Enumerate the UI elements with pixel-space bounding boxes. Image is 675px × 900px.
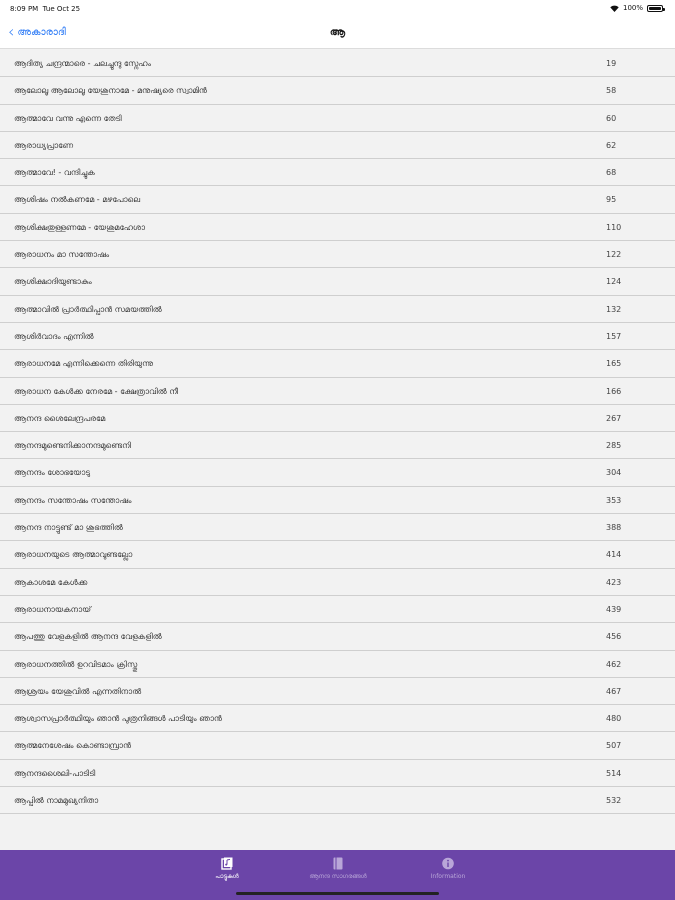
status-bar <box>0 0 675 18</box>
list-item[interactable] <box>0 159 675 186</box>
song-title: ആനന്ദശൈലി-പാടിടി <box>14 768 96 778</box>
back-label: അകാരാദി <box>17 26 66 38</box>
song-title: ആരാധനത്തിൽ ഉറവിടമാം ക്രിസ്തു <box>14 659 138 669</box>
list-item[interactable] <box>0 651 675 678</box>
song-page-number: 122 <box>606 250 622 260</box>
wifi-icon <box>610 5 619 12</box>
list-item[interactable] <box>0 268 675 295</box>
list-item[interactable] <box>0 732 675 759</box>
song-page-number: 132 <box>606 304 622 314</box>
song-title: ആരാധനായകനായ് <box>14 604 92 614</box>
tab-information-label: Information <box>430 873 466 880</box>
book-icon <box>332 857 344 870</box>
list-item[interactable] <box>0 350 675 377</box>
song-page-number: 304 <box>606 468 622 478</box>
song-page-number: 19 <box>606 59 617 68</box>
song-title: ആശിക്ഷതുള്ളണമേ - യേശുമഹേശാ <box>14 222 146 232</box>
list-item[interactable] <box>0 541 675 568</box>
list-item[interactable] <box>0 132 675 159</box>
home-indicator <box>236 892 439 895</box>
list-item[interactable] <box>0 323 675 350</box>
status-right <box>610 4 663 12</box>
tab-songs[interactable] <box>177 857 277 881</box>
song-title: ആശിർവാദം എന്നിൽ <box>14 331 94 341</box>
song-title: ആരാധന കേൾക്ക നേരമേ - ക്ഷേത്രാവിൽ നീ <box>14 386 179 396</box>
songs-icon <box>221 857 233 870</box>
navigation-bar <box>0 18 675 49</box>
song-page-number: 124 <box>606 277 622 287</box>
song-page-number: 423 <box>606 577 622 587</box>
song-page-number: 439 <box>606 604 622 614</box>
list-item[interactable] <box>0 214 675 241</box>
song-page-number: 95 <box>606 195 617 205</box>
song-page-number: 267 <box>606 413 622 423</box>
battery-icon <box>647 5 663 12</box>
song-title: ആരാധനമേ എന്നിക്കെന്നെ തിരിയുന്നു <box>14 359 153 369</box>
song-page-number: 462 <box>606 659 622 669</box>
song-title: ആശിക്ഷാദിയുണ്ടാകും <box>14 277 92 287</box>
song-title: ആനന്ദ ശൈലേന്ദ്രപരമേ <box>14 413 106 423</box>
list-item[interactable] <box>0 569 675 596</box>
song-title: ആപ്പിൽ നാമമുഖ്യനിതാ <box>14 796 99 806</box>
song-title: ആരാധനയുടെ ആത്മാവുണ്ടല്ലോ <box>14 550 133 560</box>
song-title: ആത്മാവേ! - വന്ദിച്ചുക <box>14 168 95 178</box>
song-list <box>0 50 675 814</box>
song-page-number: 58 <box>606 86 617 96</box>
list-item[interactable] <box>0 77 675 104</box>
list-item[interactable] <box>0 241 675 268</box>
status-time: 8:09 PM Tue Oct 25 <box>10 5 81 13</box>
song-page-number: 456 <box>606 632 622 642</box>
list-item[interactable] <box>0 186 675 213</box>
list-item[interactable] <box>0 514 675 541</box>
list-item[interactable] <box>0 787 675 814</box>
song-title: ആരാധനം മാ സന്തോഷം <box>14 250 110 260</box>
song-title: ആപത്തു വേളകളിൽ ആനന്ദ വേളകളിൽ <box>14 632 162 642</box>
song-title: ആരാധ്യപ്രാണേ <box>14 140 74 150</box>
tab-collections-label: ആനന്ദ സാഗരങ്ങൾ <box>309 873 367 880</box>
song-page-number: 514 <box>606 768 622 778</box>
song-page-number: 110 <box>606 222 622 232</box>
list-item[interactable] <box>0 459 675 486</box>
song-title: ആനന്ദം ശോഭയോടു <box>14 468 90 478</box>
song-page-number: 507 <box>606 741 622 751</box>
song-page-number: 166 <box>606 386 622 396</box>
song-page-number: 165 <box>606 359 622 369</box>
song-page-number: 60 <box>606 113 617 123</box>
song-title: ആദിത്യ ചന്ദ്രന്മാരെ - ചലച്ചുന്ദു സ്നേഹം <box>14 59 151 68</box>
song-title: ആനന്ദമുണ്ടെനിക്കാനന്ദമുണ്ടെനി <box>14 441 131 451</box>
list-item[interactable] <box>0 405 675 432</box>
song-title: ആനന്ദ നാട്ടുണ്ട് മാ ശുഭത്തിൽ <box>14 523 123 533</box>
list-item[interactable] <box>0 596 675 623</box>
tab-collections[interactable] <box>288 857 388 881</box>
tab-information[interactable] <box>398 857 498 880</box>
tab-songs-label: പാട്ടുകൾ <box>215 873 239 880</box>
song-title: ആത്മാവിൽ പ്രാർത്ഥിപ്പാൻ സമയത്തിൽ <box>14 304 162 314</box>
tab-bar <box>0 850 675 900</box>
list-item[interactable] <box>0 432 675 459</box>
list-item[interactable] <box>0 296 675 323</box>
song-page-number: 157 <box>606 331 622 341</box>
song-title: ആശ്വാസപ്രാർത്ഥിയും ഞാൻ പുത്രനിങ്ങൾ പാടിയും ഞാൻ <box>14 714 222 724</box>
song-page-number: 532 <box>606 796 622 806</box>
song-title: ആനന്ദം സന്തോഷം സന്തോഷം <box>14 495 132 505</box>
song-title: ആകാശമേ കേൾക്ക <box>14 577 88 587</box>
song-page-number: 414 <box>606 550 622 560</box>
song-title: ആത്മനേശേഷം കൊണ്ടാമ്പ്രാൻ <box>14 741 131 751</box>
song-page-number: 68 <box>606 168 617 178</box>
song-page-number: 353 <box>606 495 622 505</box>
list-item[interactable] <box>0 623 675 650</box>
list-item[interactable] <box>0 487 675 514</box>
song-title: ആത്മാവേ വന്നു എന്നെ തേടി <box>14 113 122 123</box>
song-page-number: 480 <box>606 714 622 724</box>
list-item[interactable] <box>0 378 675 405</box>
battery-percent: 100% <box>622 4 643 12</box>
list-item[interactable] <box>0 760 675 787</box>
song-page-number: 62 <box>606 140 617 150</box>
song-page-number: 467 <box>606 686 622 696</box>
song-page-number: 388 <box>606 523 622 533</box>
list-item[interactable] <box>0 678 675 705</box>
song-page-number: 285 <box>606 441 622 451</box>
list-item[interactable] <box>0 50 675 77</box>
song-title: ആശ്രയം യേശുവിൽ എന്നതിനാൽ <box>14 686 142 696</box>
song-title: ആശിഷം നൽകണമേ - മഴപോലെ <box>14 195 141 205</box>
list-item[interactable] <box>0 105 675 132</box>
list-item[interactable] <box>0 705 675 732</box>
chevron-left-icon: ‹ <box>8 22 15 41</box>
info-icon <box>442 857 454 870</box>
page-title: ആ <box>329 27 346 38</box>
song-title: ആലോലൂ ആലോലൂ യേശുനാമേ - മനുഷ്യരെ സ്വാമിൻ <box>14 86 207 96</box>
